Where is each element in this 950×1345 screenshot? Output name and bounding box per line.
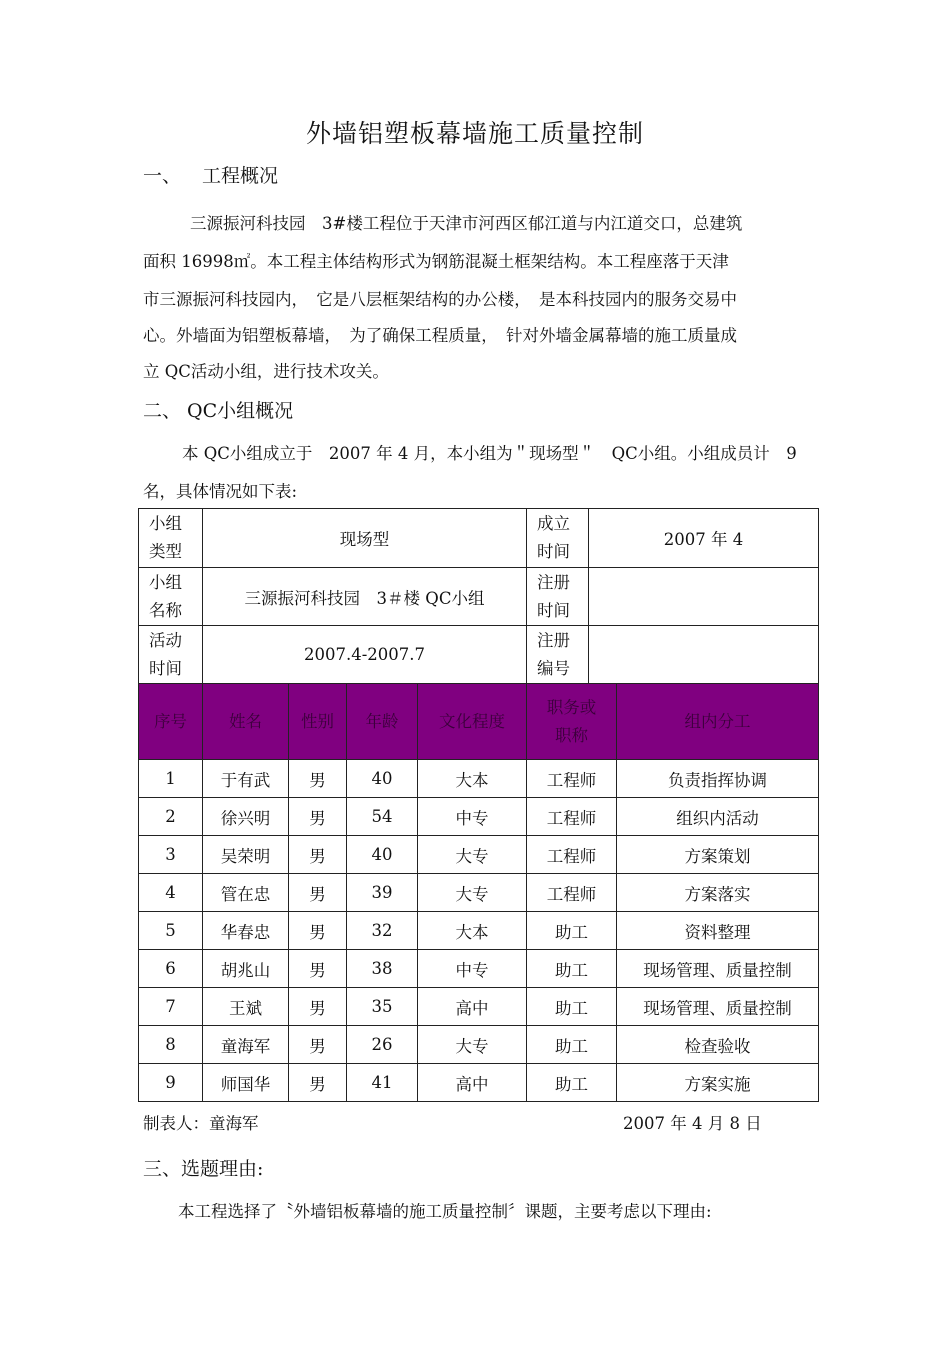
section2-line-1: 本 QC小组成立于 2007 年 4 月，本小组为＂现场型＂ QC小组。小组成员计 9 [182,444,797,463]
info-value [589,568,819,626]
table-cell: 工程师 [527,836,617,874]
table-cell: 助工 [527,988,617,1026]
table-maker: 制表人：童海军 [143,1114,259,1133]
table-cell: 4 [139,874,203,912]
table-cell: 男 [289,950,347,988]
table-cell: 中专 [418,950,527,988]
column-header: 职务或 职称 [527,684,617,760]
table-cell: 大专 [418,1026,527,1064]
table-cell: 男 [289,836,347,874]
table-cell: 38 [347,950,418,988]
section3-heading: 三、选题理由: [143,1158,264,1180]
table-cell: 于有武 [203,760,289,798]
column-header: 性别 [289,684,347,760]
table-cell: 大本 [418,760,527,798]
info-label: 注册 时间 [527,568,589,626]
table-cell: 方案落实 [617,874,819,912]
table-cell: 1 [139,760,203,798]
section2-heading: 二、 QC小组概况 [143,400,294,422]
table-cell: 助工 [527,1064,617,1102]
info-label: 注册 编号 [527,626,589,684]
info-value: 现场型 [203,509,527,568]
table-cell: 9 [139,1064,203,1102]
table-cell: 胡兆山 [203,950,289,988]
document-title: 外墙铝塑板幕墙施工质量控制 [305,119,644,148]
info-row [139,626,819,684]
table-row [139,836,819,874]
table-cell: 助工 [527,1026,617,1064]
table-cell: 大本 [418,912,527,950]
table-cell: 负责指挥协调 [617,760,819,798]
table-row [139,874,819,912]
group-info-table [138,508,819,684]
section1-line-5: 立 QC活动小组，进行技术攻关。 [143,362,389,381]
table-cell: 男 [289,760,347,798]
table-cell: 大专 [418,874,527,912]
info-label: 小组 名称 [139,568,203,626]
table-row [139,988,819,1026]
table-cell: 5 [139,912,203,950]
column-header: 序号 [139,684,203,760]
table-cell: 41 [347,1064,418,1102]
table-cell: 现场管理、质量控制 [617,950,819,988]
table-cell: 助工 [527,950,617,988]
table-cell: 男 [289,988,347,1026]
table-cell: 35 [347,988,418,1026]
table-cell: 工程师 [527,760,617,798]
table-cell: 资料整理 [617,912,819,950]
table-date: 2007 年 4 月 8 日 [623,1114,762,1133]
table-row [139,912,819,950]
table-cell: 吴荣明 [203,836,289,874]
table-cell: 方案策划 [617,836,819,874]
table-cell: 54 [347,798,418,836]
table-cell: 2 [139,798,203,836]
table-cell: 男 [289,798,347,836]
table-cell: 工程师 [527,798,617,836]
info-label: 成立 时间 [527,509,589,568]
info-row [139,509,819,568]
table-cell: 8 [139,1026,203,1064]
table-cell: 华春忠 [203,912,289,950]
table-cell: 组织内活动 [617,798,819,836]
table-cell: 师国华 [203,1064,289,1102]
column-header: 年龄 [347,684,418,760]
table-cell: 40 [347,760,418,798]
table-cell: 童海军 [203,1026,289,1064]
section2-line-2: 名，具体情况如下表: [143,482,298,501]
section1-line-4: 心。外墙面为铝塑板幕墙， 为了确保工程质量， 针对外墙金属幕墙的施工质量成 [143,326,737,345]
table-cell: 高中 [418,1064,527,1102]
info-value: 2007.4-2007.7 [203,626,527,684]
table-cell: 高中 [418,988,527,1026]
section1-line-1: 三源振河科技园 3#楼工程位于天津市河西区郁江道与内江道交口，总建筑 [190,214,743,233]
info-label: 活动 时间 [139,626,203,684]
table-cell: 中专 [418,798,527,836]
column-header: 姓名 [203,684,289,760]
table-cell: 男 [289,874,347,912]
info-value [589,626,819,684]
table-cell: 现场管理、质量控制 [617,988,819,1026]
table-cell: 26 [347,1026,418,1064]
table-row [139,950,819,988]
column-header: 组内分工 [617,684,819,760]
table-cell: 男 [289,1026,347,1064]
table-cell: 大专 [418,836,527,874]
info-row [139,568,819,626]
column-header: 文化程度 [418,684,527,760]
table-cell: 6 [139,950,203,988]
table-cell: 王斌 [203,988,289,1026]
table-cell: 32 [347,912,418,950]
table-cell: 男 [289,912,347,950]
section1-heading-number: 一、 [143,165,182,187]
table-row [139,798,819,836]
member-header-row [139,684,819,760]
table-cell: 检查验收 [617,1026,819,1064]
info-value: 2007 年 4 [589,509,819,568]
section1-heading: 工程概况 [202,165,279,187]
table-cell: 男 [289,1064,347,1102]
info-label: 小组 类型 [139,509,203,568]
section3-line-1: 本工程选择了〝外墙铝板幕墙的施工质量控制〞课题，主要考虑以下理由: [178,1202,712,1221]
table-cell: 工程师 [527,874,617,912]
table-cell: 40 [347,836,418,874]
table-row [139,1064,819,1102]
table-cell: 39 [347,874,418,912]
section1-line-3: 市三源振河科技园内， 它是八层框架结构的办公楼， 是本科技园内的服务交易中 [143,290,737,309]
table-cell: 徐兴明 [203,798,289,836]
info-value: 三源振河科技园 3＃楼 QC小组 [203,568,527,626]
table-cell: 方案实施 [617,1064,819,1102]
table-row [139,1026,819,1064]
table-cell: 助工 [527,912,617,950]
section1-line-2: 面积 16998㎡。本工程主体结构形式为钢筋混凝土框架结构。本工程座落于天津 [143,252,729,271]
table-cell: 管在忠 [203,874,289,912]
table-cell: 7 [139,988,203,1026]
member-table [138,683,819,1102]
table-cell: 3 [139,836,203,874]
table-row [139,760,819,798]
